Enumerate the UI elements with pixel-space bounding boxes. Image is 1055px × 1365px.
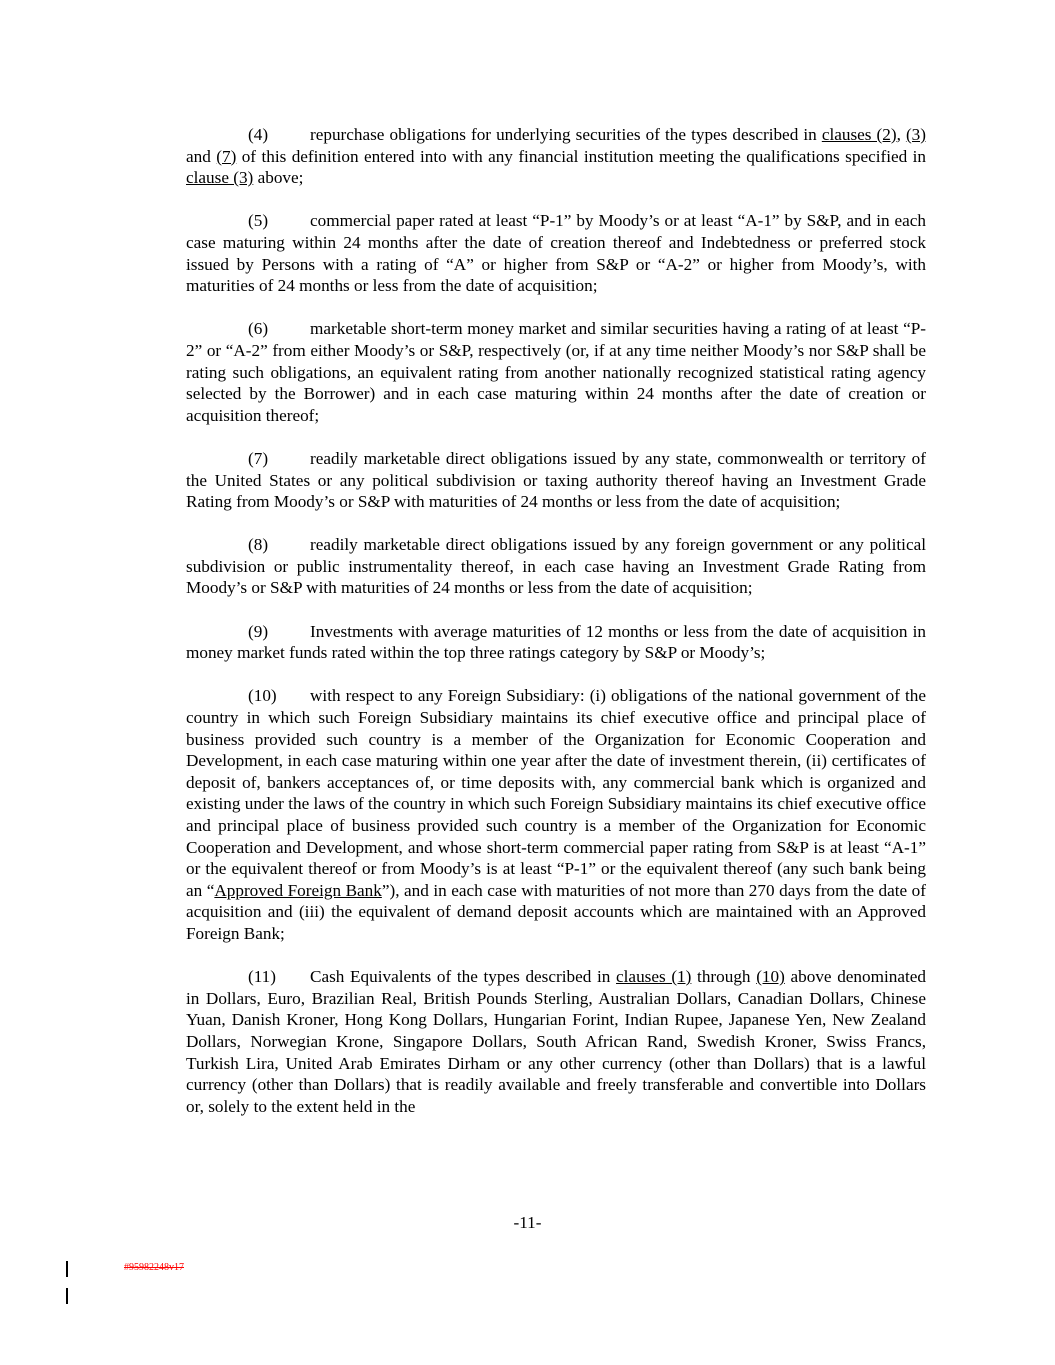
paragraph-text: , (896, 125, 906, 144)
paragraph-text: above denominated in Dollars, Euro, Brazilian Real, British Pounds Sterling, Australian Dollars, Canadian Dollars, Chinese Yuan, Danish Kroner, Hong Kong Dollars, Hungarian Forint, Indian Rupee, Japanese Yen, New Zealand Dollars, Norwegian Krone, Singapore Dollars, South African Rand, Swedish Kroner, Swiss Francs, Turkish Lira, United Arab Emirates Dirham or any other currency (other than Dollars) that is a lawful currency (other than Dollars) that is readily available and freely transferable and convertible into Dollars or, solely to the extent held in the (186, 967, 926, 1116)
paragraph-text: readily marketable direct obligations issued by any foreign government or any political subdivision or public instrumentality thereof, in each case having an Investment Grade Rating from Moody’s or S&P with maturities of 24 months or less from the date of acquisition; (186, 535, 926, 598)
change-bar (66, 1261, 68, 1277)
document-id: #95982248v17 (124, 1262, 184, 1273)
document-body (186, 124, 926, 1139)
paragraph-text: commercial paper rated at least “P-1” by Moody’s or at least “A-1” by S&P, and in each case maturing within 24 months after the date of creation thereof and Indebtedness or preferred stock issued by Persons with a rating of “A” or higher from S&P or “A-2” or higher from Moody’s, with maturities of 24 months or less from the date of acquisition; (186, 211, 926, 296)
paragraph-number: (6) (248, 319, 269, 339)
clause-reference: clauses (2) (821, 125, 897, 144)
paragraph-number: (10) (248, 686, 277, 706)
page-number: -11- (513, 1213, 542, 1232)
paragraph-text: repurchase obligations for underlying securities of the types described in (310, 125, 822, 144)
paragraph-4 (186, 124, 926, 189)
paragraph-text: with respect to any Foreign Subsidiary: (i) obligations of the national government of the country in which such Foreign Subsidiary maintains its chief executive office and principal place of business provided such country is a member of the Organization for Economic Cooperation and Development, in each case maturing within one year after the date of investment therein, (ii) certificates of deposit of, bankers acceptances of, or time deposits with, any commercial bank which is organized and existing under the laws of the country in which such Foreign Subsidiary maintains its chief executive office and principal place of business provided such country is a member of the Organization for Economic Cooperation and Development, and whose short-term commercial paper rating from S&P is at least “A-1” or the equivalent thereof or from Moody’s is at least “P-1” or the equivalent thereof (any such bank being an “ (186, 686, 926, 900)
paragraph-text: Cash Equivalents of the types described in (310, 967, 617, 987)
paragraph-text: through (691, 967, 757, 987)
paragraph-text: of this definition entered into with any financial institution meeting the qualifications specified in (236, 146, 926, 166)
paragraph-number: (9) (248, 621, 269, 641)
paragraph-text: readily marketable direct obligations issued by any state, commonwealth or territory of the United States or any political subdivision or taxing authority thereof having an Investment Grade Rating from Moody’s or S&P with maturities of 24 months or less from the date of acquisition; (186, 448, 926, 512)
paragraph-text: ”), and in each case with maturities of not more than 270 days from the date of acquisition and (iii) the equivalent of demand deposit accounts which are maintained with an Approved Foreign Bank; (186, 880, 926, 943)
paragraph-number: (7) (248, 448, 269, 468)
paragraph-number: (11) (248, 967, 276, 987)
defined-term: Approved Foreign Bank (214, 880, 382, 900)
paragraph-5 (186, 210, 926, 296)
clause-reference: clauses (1) (616, 967, 692, 987)
clause-reference: (10) (756, 967, 785, 987)
paragraph-text: marketable short-term money market and similar securities having a rating of at least “P-2” or “A-2” from either Moody’s or S&P, respectively (or, if at any time neither Moody’s nor S&P shall be rating such obligations, an equivalent rating from another nationally recognized statistical rating agency selected by the Borrower) and in each case maturing within 24 months after the date of creation or acquisition thereof; (186, 319, 926, 425)
clause-reference: (7) (216, 146, 237, 166)
paragraph-8 (186, 534, 926, 599)
paragraph-10 (186, 685, 926, 944)
clause-reference: (3) (905, 125, 926, 144)
paragraph-6 (186, 318, 926, 426)
paragraph-text: and (186, 146, 217, 166)
clause-reference: clause (3) (186, 168, 254, 188)
paragraph-number: (8) (248, 535, 269, 555)
paragraph-number: (5) (248, 211, 269, 231)
paragraph-text: Investments with average maturities of 12 months or less from the date of acquisition in money market funds rated within the top three ratings category by S&P or Moody’s; (186, 621, 926, 663)
paragraph-text: above; (253, 168, 304, 188)
paragraph-11 (186, 966, 926, 1117)
paragraph-number: (4) (248, 125, 269, 144)
paragraph-7 (186, 448, 926, 513)
change-bar (66, 1288, 68, 1304)
paragraph-9 (186, 621, 926, 664)
